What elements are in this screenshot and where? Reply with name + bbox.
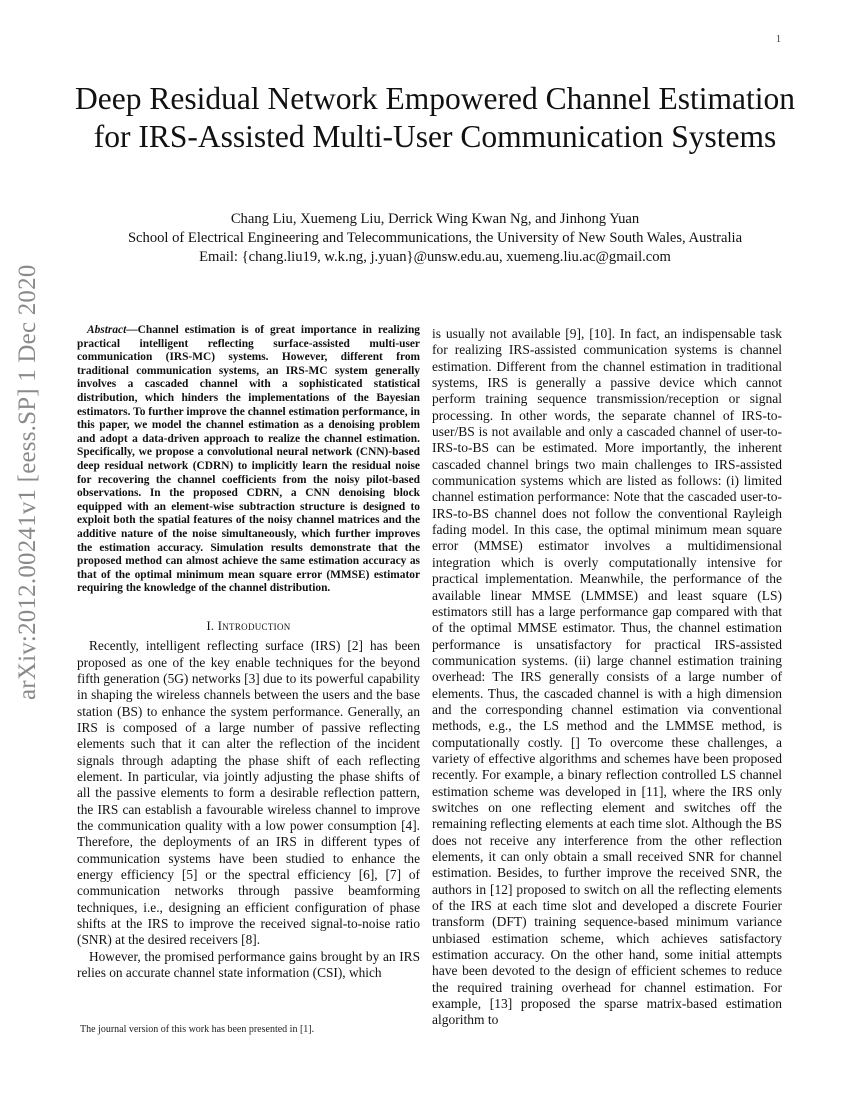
abstract-text: —Channel estimation is of great importance in realizing practical intelligent reflecting surface-assisted multi-user communication (IRS-MC) systems. However, different from traditional communication systems, an IRS-MC system generally involves a cascaded channel with a sophisticated statistical distribution, which hinders the implementations of the Bayesian estimators. To further improve the channel estimation performance, in this paper, we model the channel estimation as a denoising problem and adopt a data-driven approach to realize the channel estimation. Specifically, we propose a convolutional neural network (CNN)-based deep residual network (CDRN) to implicitly learn the residual noise for recovering the channel coefficients from the noisy pilot-based observations. In the proposed CDRN, a CNN denoising block equipped with an element-wise subtraction structure is designed to exploit both the spatial features of the noisy channel matrices and the additive nature of the noise simultaneously, which further improves the estimation accuracy. Simulation results demonstrate that the proposed method can almost achieve the same estimation accuracy as that of the optimal minimum mean square error (MMSE) estimator requiring the knowledge of the channel distribution. [77, 324, 420, 595]
author-affiliation: School of Electrical Engineering and Telecommunications, the University of New South Wales, Australia [127, 230, 743, 246]
abstract [77, 324, 420, 596]
author-names: Chang Liu, Xuemeng Liu, Derrick Wing Kwan Ng, and Jinhong Yuan [230, 211, 640, 227]
intro-paragraph-2: However, the promised performance gains brought by an IRS relies on accurate channel state information (CSI), which [77, 948, 420, 981]
section-number: I. [206, 618, 215, 633]
author-block [40, 210, 830, 267]
abstract-label: Abstract [87, 324, 127, 336]
arxiv-identifier-stamp: arXiv:2012.00241v1 [eess.SP] 1 Dec 2020 [14, 264, 41, 700]
intro-paragraph-1: Recently, intelligent reflecting surface (IRS) [2] has been proposed as one of the key enable techniques for the beyond fifth generation (5G) networks [3] due to its powerful capability in shaping the wireless channels between the users and the base station (BS) to enhance the system performance. Generally, an IRS is composed of a large number of passive reflecting elements such that it can alter the reflection of the incident signals through adapting the phase shift of each reflecting element. In particular, via jointly adjusting the phase shifts of all the passive elements to form a desirable reflection pattern, the IRS can establish a favourable wireless channel to improve the communication quality with a low power consumption [4]. Therefore, the deployments of an IRS in different types of communication systems have been studied to enhance the energy efficiency [5] or the spectral efficiency [6], [7] of communication networks through passive beamforming techniques, i.e., designing an efficient configuration of phase shifts at the IRS to improve the received signal-to-noise ratio (SNR) at the desired receivers [8]. [77, 638, 420, 948]
paper-title: Deep Residual Network Empowered Channel Estimation for IRS-Assisted Multi-User Communication Systems [75, 81, 795, 154]
left-column [77, 324, 420, 981]
intro-paragraph-continued: is usually not available [9], [10]. In fact, an indispensable task for realizing IRS-assisted communication systems is channel estimation. Different from the channel estimation in traditional systems, IRS is generally a passive device which cannot perform training sequence transmission/reception or signal processing. In other words, the separate channel of IRS-to-user/BS is not available and only a cascaded channel of user-to-IRS-to-BS can be estimated. More importantly, the inherent cascaded channel brings two main challenges to IRS-assisted communication systems which are listed as follows: (i) limited channel estimation performance: Note that the cascaded user-to-IRS-to-BS channel does not follow the conventional Rayleigh fading model. In this case, the optimal minimum mean square error (MMSE) estimator involves a multidimensional integration which is overly computationally intensive for practical implementation. Meanwhile, the performance of the available linear MMSE (LMMSE) and least square (LS) estimators still has a large performance gap compared with that of the optimal MMSE estimator. Thus, the channel estimation performance is unsatisfactory for practical IRS-assisted communication systems. (ii) large channel estimation training overhead: The IRS generally consists of a large number of elements. Thus, the cascaded channel is with a high dimension and the corresponding channel estimation via conventional methods, e.g., the LS method and the LMMSE method, is computationally costly. [] To overcome these challenges, a variety of effective algorithms and schemes have been proposed recently. For example, a binary reflection controlled LS channel estimation scheme was developed in [11], where the IRS only switches on one reflecting element and switches off the remaining reflecting elements at each time slot. Although the BS does not receive any interference from the other reflection elements, it can only obtain a small received SNR for channel estimation. Besides, to further improve the received SNR, the authors in [12] proposed to switch on all the reflecting elements of the IRS at each time slot and developed a discrete Fourier transform (DFT) training sequence-based minimum variance unbiased estimation scheme, which achieves satisfactory estimation accuracy. On the other hand, some initial attempts have been devoted to the design of efficient schemes to reduce the required training overhead for channel estimation. For example, [13] proposed the sparse matrix-based estimation algorithm to [432, 326, 782, 1028]
section-heading-introduction [77, 618, 420, 634]
right-column [432, 326, 782, 1029]
footnote: The journal version of this work has been presented in [1]. [80, 1024, 315, 1035]
page-number: 1 [776, 34, 781, 45]
section-title: Introduction [217, 618, 291, 633]
author-emails: Email: {chang.liu19, w.k.ng, j.yuan}@unsw.edu.au, xuemeng.liu.ac@gmail.com [199, 249, 671, 265]
